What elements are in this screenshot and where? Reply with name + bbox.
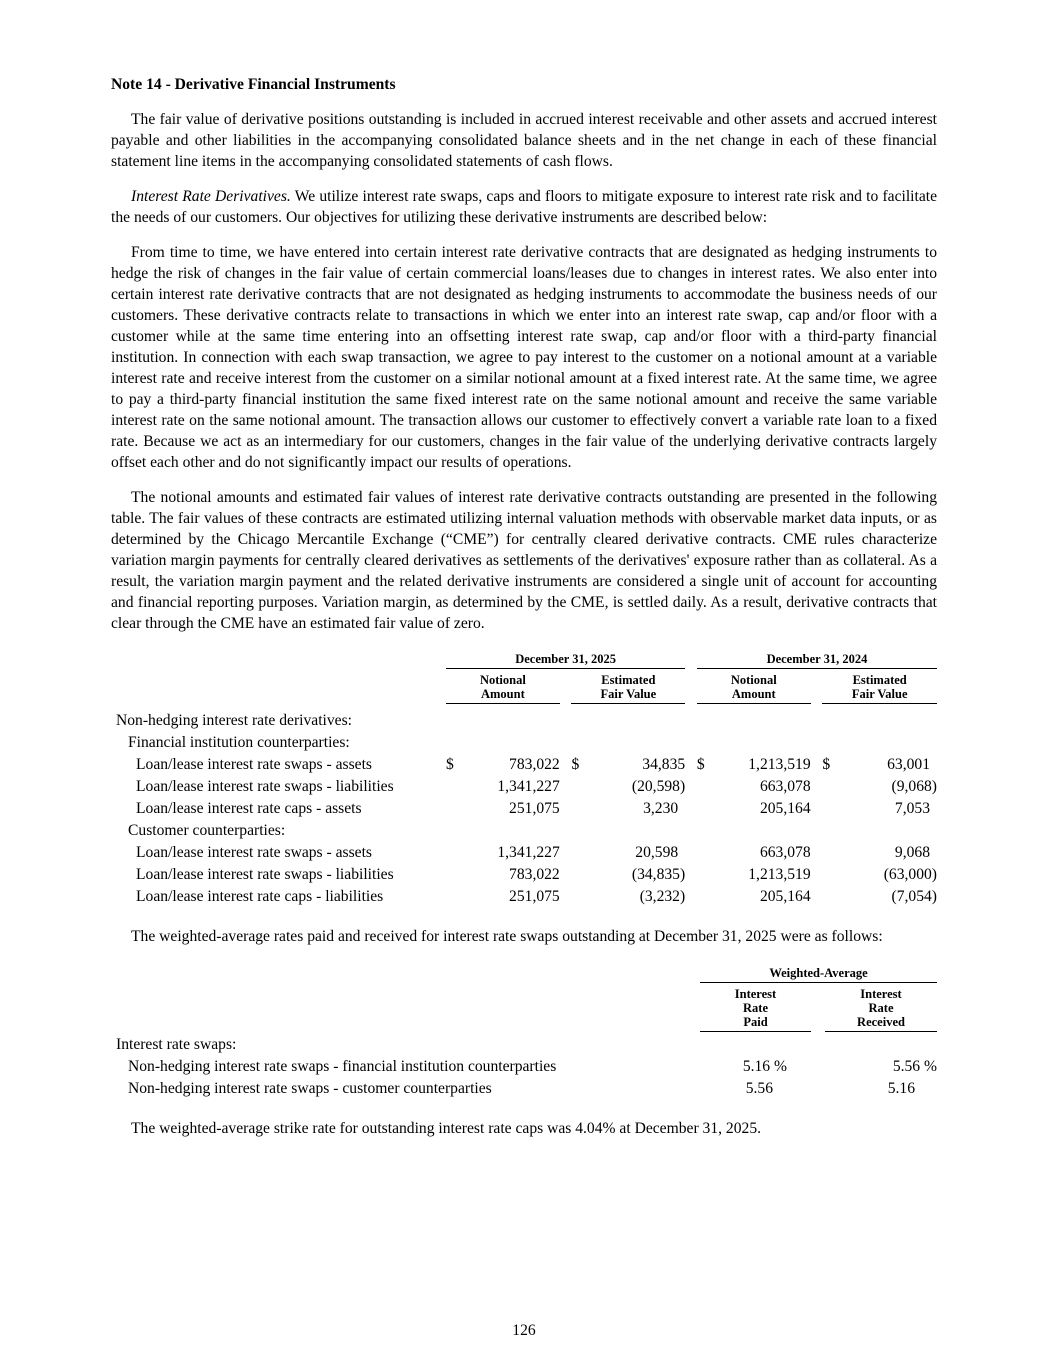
row-label: Loan/lease interest rate swaps - liabilities — [136, 865, 394, 883]
paragraph-notional-amounts: The notional amounts and estimated fair values of interest rate derivative contracts outstanding are presented in the following table. The fair values of these contracts are estimated utilizing internal valuation methods with observable market data inputs, or as determined by the Chicago Mercantile Exchange (“CME”) for centrally cleared derivative contracts. CME rules characterize variation margin payments for centrally cleared derivatives as settlements of the derivatives' exposure rather than as collateral. As a result, the variation margin payment and the related derivative instruments are considered a single unit of account for accounting and financial reporting purposes. Variation margin, as determined by the CME, is settled daily. As a result, derivative contracts that clear through the CME have an estimated fair value of zero. — [111, 489, 937, 632]
notional-2024: 1,213,519 — [748, 755, 811, 773]
currency-sign: $ — [446, 755, 454, 773]
col-fair-value-2024-label: Estimated Fair Value — [851, 672, 908, 701]
rate-paid: 5.16 % — [742, 1058, 787, 1075]
col-notional-2024 — [697, 668, 811, 703]
paragraph-body: We utilize interest rate swaps, caps and floors to mitigate exposure to interest rate risk and to facilitate the needs of our customers. Our objectives for utilizing these derivative instruments are described below: — [111, 188, 937, 226]
row-label: Loan/lease interest rate swaps - assets — [136, 755, 372, 773]
notional-2024: 205,164 — [759, 887, 811, 905]
wa-section-row — [111, 1032, 937, 1057]
table-row — [111, 886, 937, 908]
notional-2025: 783,022 — [509, 865, 560, 883]
currency-sign: $ — [571, 755, 580, 773]
fair-value-2025: 34,835 — [642, 755, 686, 773]
notional-2024: 663,078 — [759, 843, 811, 861]
fair-value-2024: 63,001 — [887, 755, 930, 773]
paragraph-fair-value: The fair value of derivative positions outstanding is included in accrued interest receivable and other assets and accrued interest payable and other liabilities in the accompanying consolidated balance sheets and in the net change in each of these financial statement line items in the accompanying consolidated statements of cash flows. — [111, 111, 937, 170]
weighted-average-header: Weighted-Average — [700, 961, 937, 983]
section-row — [111, 703, 937, 732]
row-label: Loan/lease interest rate swaps - assets — [136, 843, 372, 861]
table-row — [111, 776, 937, 798]
group-row — [111, 732, 937, 754]
fair-value-2024: 9,068 — [894, 843, 930, 861]
row-label: Loan/lease interest rate caps - liabilities — [136, 887, 384, 905]
currency-sign: $ — [822, 755, 831, 773]
period-2025-header: December 31, 2025 — [446, 646, 685, 668]
col-notional-2025 — [446, 668, 560, 703]
rate-paid: 5.56 — [745, 1080, 773, 1097]
col-fair-value-2025 — [571, 668, 685, 703]
table-row — [111, 864, 937, 886]
section-interest-rate-swaps: Interest rate swaps: — [116, 1036, 237, 1053]
group-customer: Customer counterparties: — [128, 821, 286, 839]
group-row — [111, 820, 937, 842]
paragraph-interest-rate-derivatives — [111, 186, 937, 228]
col-rate-paid — [700, 983, 811, 1032]
fair-value-2024: (9,068) — [891, 777, 937, 795]
table-row — [111, 798, 937, 820]
notional-2025: 783,022 — [509, 755, 560, 773]
notional-2025: 1,341,227 — [497, 777, 560, 795]
period-header-row — [111, 646, 937, 668]
notional-2025: 251,075 — [509, 887, 560, 905]
paragraph-strike-rate: The weighted-average strike rate for outstanding interest rate caps was 4.04% at December 31, 2025. — [131, 1120, 762, 1137]
wa-column-header-row — [111, 983, 937, 1032]
fair-value-2024: 7,053 — [894, 799, 930, 817]
notional-2024: 1,213,519 — [748, 865, 811, 883]
col-fair-value-2024 — [822, 668, 937, 703]
weighted-average-table — [111, 961, 937, 1101]
notional-2024: 205,164 — [759, 799, 811, 817]
col-rate-received — [825, 983, 937, 1032]
fair-value-2025: 20,598 — [635, 843, 679, 861]
table-row — [111, 842, 937, 864]
row-label: Loan/lease interest rate caps - assets — [136, 799, 362, 817]
paragraph-hedging-contracts: From time to time, we have entered into certain interest rate derivative contracts that are designated as hedging instruments to hedge the risk of changes in the fair value of certain commercial loans/leases due to changes in interest rates. We also enter into certain interest rate derivative contracts that are not designated as hedging instruments to accommodate the business needs of our customers. These derivative contracts relate to transactions in which we enter into an interest rate swap, cap and/or floor with a customer while at the same time entering into an offsetting interest rate swap, cap and/or floor with a third-party financial institution. In connection with each swap transaction, we agree to pay interest to the customer on a notional amount at a variable interest rate and receive interest from the customer on a similar notional amount at a fixed interest rate. At the same time, we agree to pay a third-party financial institution the same fixed interest rate on the same notional amount and receive the same variable interest rate on the same notional amount. The transaction allows our customer to effectively convert a variable rate loan to a fixed rate. Because we act as an intermediary for our customers, changes in the fair value of the underlying derivative contracts largely offset each other and do not significantly impact our results of operations. — [111, 244, 937, 471]
paragraph-lead-italic: Interest Rate Derivatives. — [131, 188, 291, 205]
row-label: Non-hedging interest rate swaps - customer counterparties — [128, 1080, 492, 1097]
col-rate-received-label: Interest Rate Received — [857, 987, 905, 1029]
table-row — [111, 754, 937, 776]
notional-2025: 1,341,227 — [497, 843, 560, 861]
fair-value-2025: (3,232) — [639, 887, 686, 905]
col-fair-value-2025-label: Estimated Fair Value — [600, 672, 657, 701]
page-number: 126 — [512, 1322, 536, 1339]
table-row — [111, 1078, 937, 1100]
fair-value-2024: (63,000) — [883, 865, 937, 883]
paragraph-weighted-average: The weighted-average rates paid and received for interest rate swaps outstanding at December 31, 2025 were as follows: — [131, 927, 883, 945]
fair-value-2024: (7,054) — [891, 887, 937, 905]
note-title: Note 14 - Derivative Financial Instruments — [111, 76, 396, 93]
currency-sign: $ — [696, 755, 705, 773]
fair-value-2025: (34,835) — [631, 865, 686, 883]
column-header-row — [111, 668, 937, 703]
col-notional-2024-label: Notional Amount — [730, 672, 777, 701]
col-rate-paid-label: Interest Rate Paid — [734, 987, 777, 1029]
rate-received: 5.16 — [887, 1080, 915, 1097]
col-notional-2025-label: Notional Amount — [479, 672, 526, 701]
wa-group-header-row — [111, 961, 937, 983]
document-page — [111, 75, 937, 1153]
notional-2025: 251,075 — [509, 799, 560, 817]
row-label: Loan/lease interest rate swaps - liabilities — [136, 777, 394, 795]
rate-received: 5.56 % — [892, 1058, 937, 1075]
section-nonhedging: Non-hedging interest rate derivatives: — [116, 711, 352, 729]
fair-value-2025: 3,230 — [643, 799, 679, 817]
period-2024-header: December 31, 2024 — [697, 646, 937, 668]
fair-value-2025: (20,598) — [631, 777, 686, 795]
derivatives-table — [111, 646, 937, 908]
group-financial-institution: Financial institution counterparties: — [128, 733, 350, 751]
table-row — [111, 1056, 937, 1078]
notional-2024: 663,078 — [759, 777, 811, 795]
row-label: Non-hedging interest rate swaps - financial institution counterparties — [128, 1058, 557, 1075]
